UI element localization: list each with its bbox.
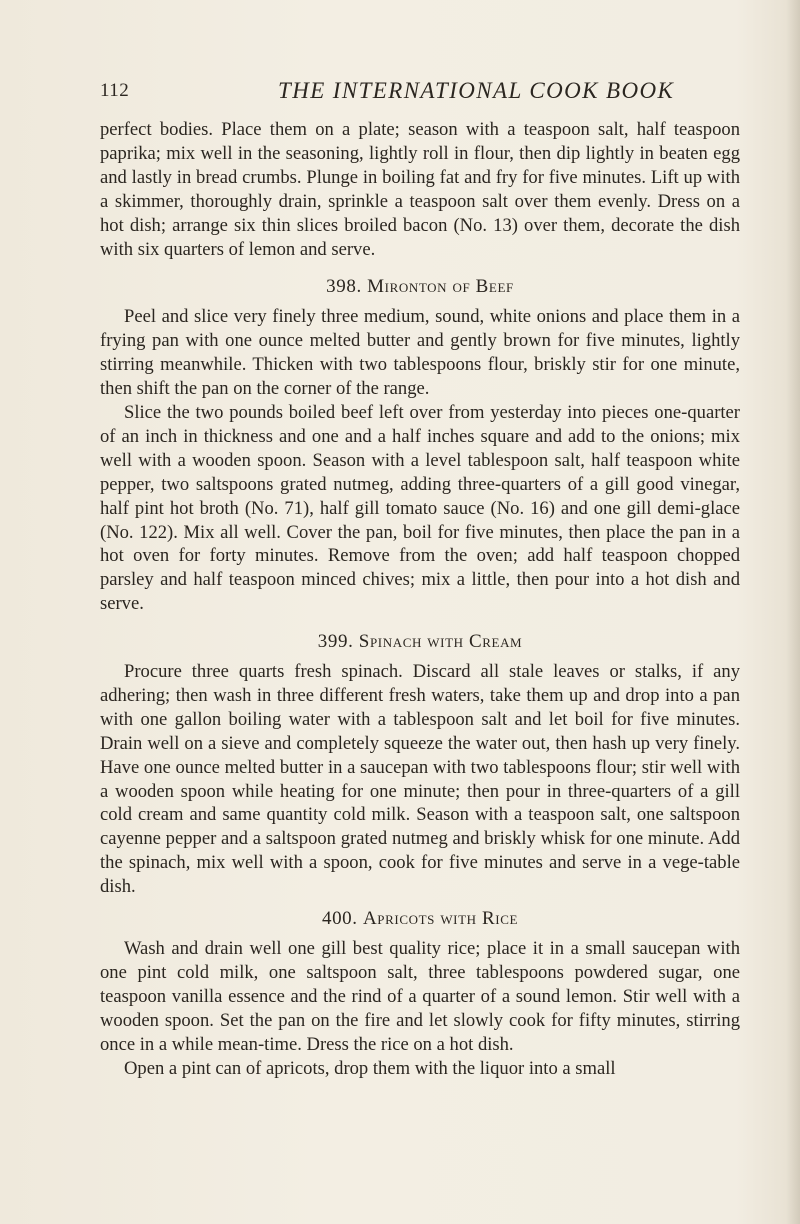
page-body [100,118,740,1080]
recipe-title: Mironton of Beef [367,276,514,298]
running-title: THE INTERNATIONAL COOK BOOK [278,78,675,103]
continuation-paragraph: perfect bodies. Place them on a plate; season with a teaspoon salt, half teaspoon paprika; mix well in the seasoning, lightly roll in flour, then dip lightly in beaten egg and lastly in bread crumbs. Plunge in boiling fat and fry for five minutes. Lift up with a skimmer, thoroughly drain, sprinkle a teaspoon salt over them evenly. Dress on a hot dish; arrange six thin slices broiled bacon (No. 13) over them, decorate the dish with six quarters of lemon and serve. [100,119,740,260]
recipe-heading-400 [100,907,740,931]
recipe-paragraph: Procure three quarts fresh spinach. Discard all stale leaves or stalks, if any adhering; then wash in three different fresh waters, take them up and drop into a pan with one gallon boiling water with a tablespoon salt and let boil for five minutes. Drain well on a sieve and completely squeeze the water out, then hash up very finely. Have one ounce melted butter in a saucepan with two tablespoons flour; stir well with a wooden spoon while heating for one minute; then pour in three-quarters of a gill cold cream and same quantity cold milk. Season with a teaspoon salt, one saltspoon cayenne pepper and a saltspoon grated nutmeg and briskly whisk for one minute. Add the spinach, mix well with a spoon, cook for five minutes and serve in a vege-table dish. [100,661,740,898]
recipe-paragraph: Slice the two pounds boiled beef left over from yesterday into pieces one-quarter of an inch in thickness and one and a half inches square and add to the onions; mix well with a wooden spoon. Season with a level tablespoon salt, half teaspoon white pepper, two saltspoons grated nutmeg, adding three-quarters of a gill good vinegar, half pint hot broth (No. 71), half gill tomato sauce (No. 16) and one gill demi-glace (No. 122). Mix all well. Cover the pan, boil for five minutes, then place the pan in a hot oven for forty minutes. Remove from the oven; add half teaspoon chopped parsley and half teaspoon minced chives; mix a little, then pour into a hot dish and serve. [100,401,740,615]
recipe-paragraph: Open a pint can of apricots, drop them with the liquor into a small [124,1057,616,1079]
page-header [100,80,740,110]
recipe-number: 398. [326,276,362,298]
page-edge-shadow [786,0,800,1224]
recipe-heading-398 [100,275,740,299]
recipe-title: Spinach with Cream [358,631,523,653]
recipe-title: Apricots with Rice [362,908,519,930]
recipe-paragraph: Peel and slice very finely three medium, sound, white onions and place them in a frying pan with one ounce melted butter and gently brown for five minutes, lightly stirring meanwhile. Thicken with two tablespoons flour, briskly stir for one minute, then shift the pan on the corner of the range. [100,306,740,400]
recipe-number: 399. [317,631,354,653]
recipe-number: 400. [321,908,358,930]
page-number: 112 [100,80,130,101]
recipe-heading-399 [100,630,740,654]
recipe-paragraph: Wash and drain well one gill best quality rice; place it in a small saucepan with one pint cold milk, one saltspoon salt, three tablespoons powdered sugar, one teaspoon vanilla essence and the rind of a quarter of a sound lemon. Stir well with a wooden spoon. Set the pan on the fire and let slowly cook for fifty minutes, stirring once in a while mean-time. Dress the rice on a hot dish. [100,938,740,1055]
